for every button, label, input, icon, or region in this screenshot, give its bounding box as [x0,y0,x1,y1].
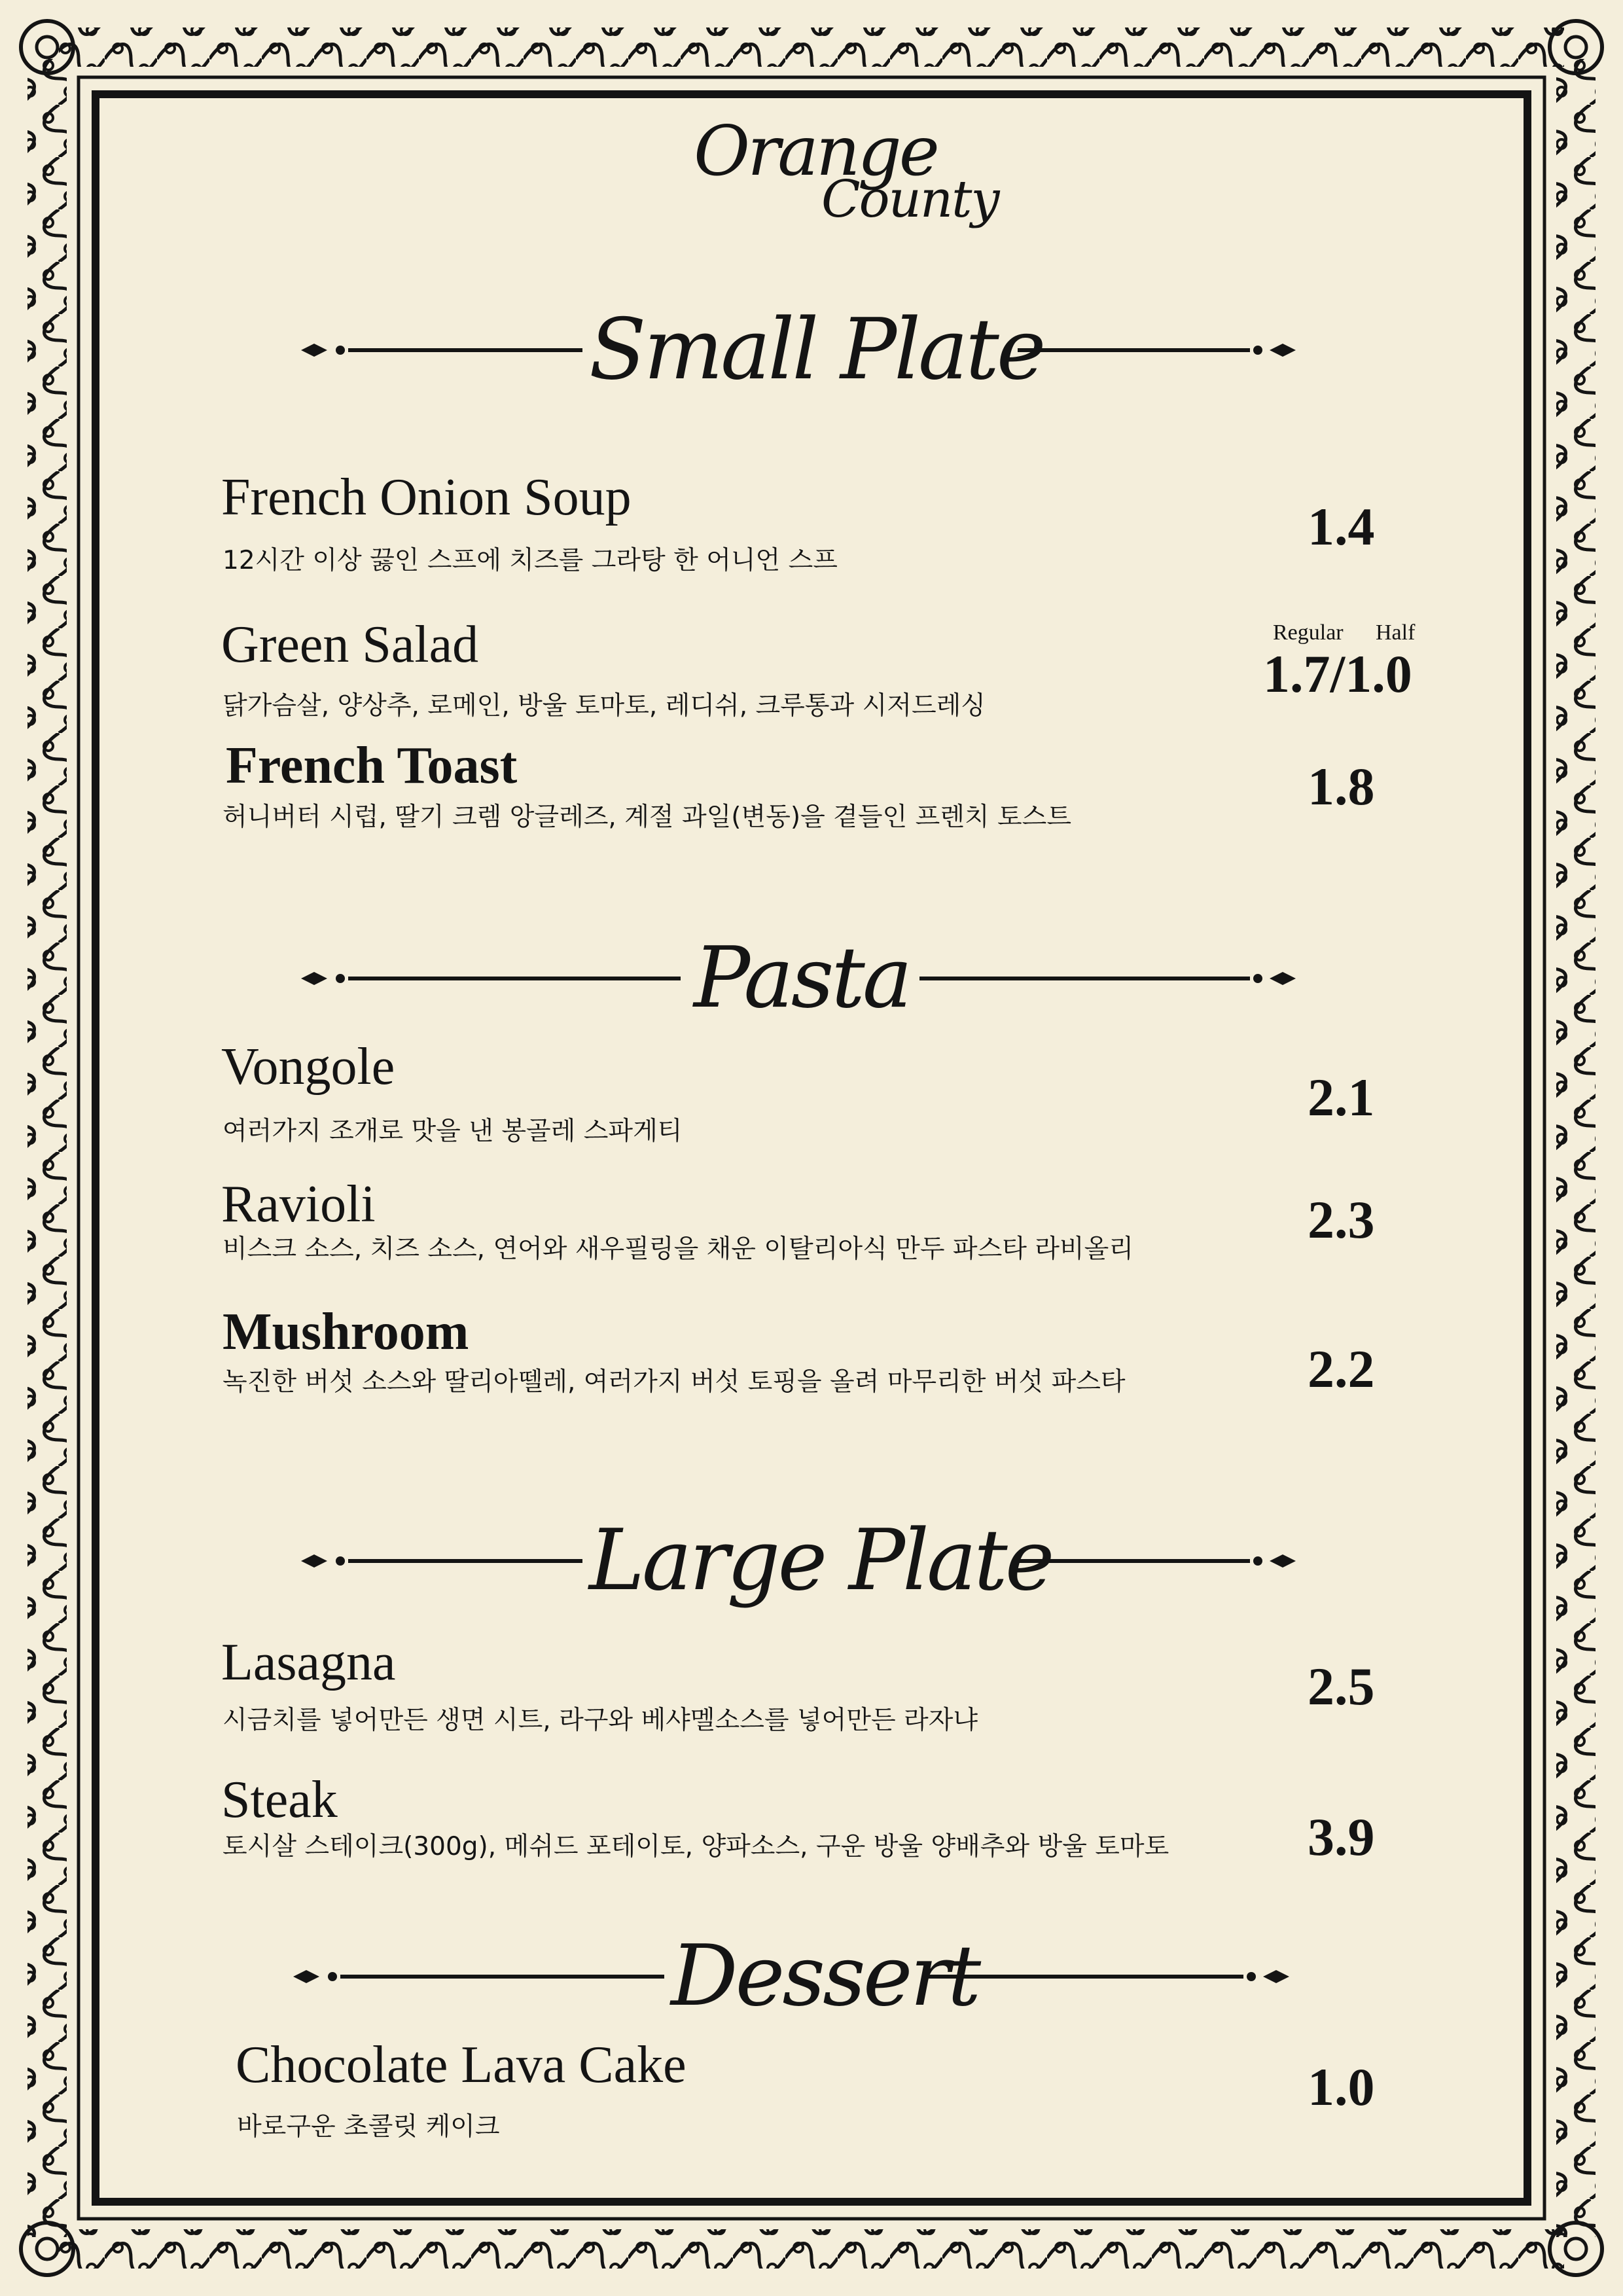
item-description: 비스크 소스, 치즈 소스, 연어와 새우필링을 채운 이탈리아식 만두 파스타 라비올리 [223,1234,1134,1264]
section-header-small-plate [0,295,1623,406]
item-description: 녹진한 버섯 소스와 딸리아뗄레, 여러가지 버섯 토핑을 올려 마무리한 버섯 파스타 [223,1367,1126,1397]
item-name: Steak [221,1771,338,1829]
item-description: 닭가슴살, 양상추, 로메인, 방울 토마토, 레디쉬, 크루통과 시저드레싱 [223,691,986,721]
section-title: Dessert [671,1928,979,2025]
item-price: 1.4 [1308,497,1375,556]
item-price: 2.3 [1308,1190,1375,1249]
section-title: Large Plate [589,1512,1052,1609]
item-name: French Onion Soup [221,469,632,526]
item-name: French Toast [226,737,518,795]
item-name: Mushroom [223,1303,469,1361]
item-name: Ravioli [221,1175,376,1233]
logo-word-county: County [821,170,999,229]
item-description: 허니버터 시럽, 딸기 크렘 앙글레즈, 계절 과일(변동)을 곁들인 프렌치 토스트 [223,802,1072,832]
item-name: Vongole [221,1038,395,1096]
item-price: 2.2 [1308,1339,1375,1399]
item-description: 여러가지 조개로 맛을 낸 봉골레 스파게티 [223,1117,683,1146]
section-header-pasta [0,923,1623,1034]
item-description: 바로구운 초콜릿 케이크 [237,2112,500,2142]
item-description: 토시살 스테이크(300g), 메쉬드 포테이토, 양파소스, 구운 방울 양배추와 방울 토마토 [223,1832,1169,1861]
item-name: Lasagna [221,1634,396,1691]
section-title: Pasta [694,929,910,1027]
logo-word-orange: Orange [694,111,937,191]
item-description: 12시간 이상 끓인 스프에 치즈를 그라탕 한 어니언 스프 [223,546,838,575]
item-name: Green Salad [221,616,479,673]
item-price: 3.9 [1308,1807,1375,1867]
restaurant-logo [0,111,1623,255]
price-label-regular: Regular [1273,620,1344,645]
item-price: 1.7/1.0 [1263,644,1412,704]
section-title: Small Plate [589,301,1044,399]
section-header-large-plate [0,1505,1623,1617]
item-name: Chocolate Lava Cake [236,2036,687,2094]
item-price: 1.0 [1308,2057,1375,2117]
item-price: 1.8 [1308,757,1375,816]
section-header-dessert [0,1921,1623,2032]
item-price: 2.5 [1308,1657,1375,1716]
item-price: 2.1 [1308,1067,1375,1127]
price-label-half: Half [1376,620,1416,645]
item-description: 시금치를 넣어만든 생면 시트, 라구와 베샤멜소스를 넣어만든 라자냐 [223,1706,978,1735]
